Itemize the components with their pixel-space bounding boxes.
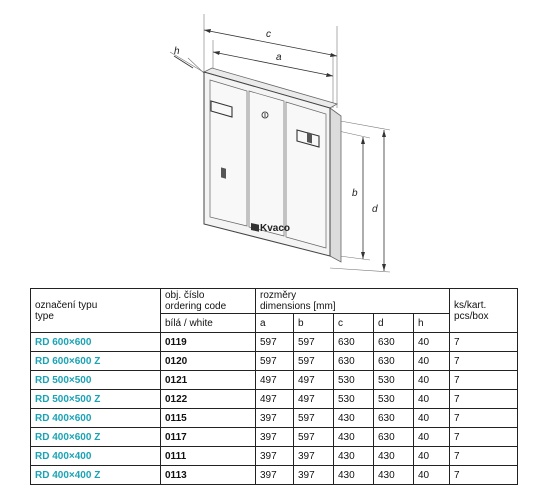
dim-label-h: h	[174, 46, 180, 57]
header-col-b: b	[294, 314, 334, 333]
dim-label-a: a	[276, 52, 282, 63]
table-row: RD 500×500 0121 497 497 530 530 40 7	[31, 371, 518, 390]
table-row: RD 400×600 0115 397 597 430 630 40 7	[31, 409, 518, 428]
table-row: RD 600×600 Z 0120 597 597 630 630 40 7	[31, 352, 518, 371]
door-frame-side	[330, 108, 341, 262]
header-col-d: d	[374, 314, 414, 333]
table-row: RD 400×400 0111 397 397 430 430 40 7	[31, 447, 518, 466]
header-dimensions: rozměry dimensions [mm]	[256, 289, 450, 314]
table-header-row	[31, 289, 518, 314]
header-type: označení typu type	[31, 289, 161, 333]
header-col-h: h	[414, 314, 450, 333]
table-row: RD 500×500 Z 0122 497 497 530 530 40 7	[31, 390, 518, 409]
table-row: RD 400×400 Z 0113 397 397 430 430 40 7	[31, 466, 518, 485]
dim-line-h	[174, 56, 193, 68]
header-code: obj. číslo ordering code	[161, 289, 256, 314]
svg-text:Kvaco: Kvaco	[260, 223, 291, 234]
header-col-c: c	[334, 314, 374, 333]
table-row: RD 400×600 Z 0117 397 597 430 630 40 7	[31, 428, 518, 447]
dim-line-a	[213, 52, 333, 76]
dim-label-b: b	[352, 188, 358, 199]
header-col-a: a	[256, 314, 294, 333]
header-pcs: ks/kart. pcs/box	[450, 289, 518, 333]
door-panel-right	[286, 102, 326, 248]
dim-label-c: c	[266, 29, 271, 40]
header-color: bílá / white	[161, 314, 256, 333]
table-row: RD 600×600 0119 597 597 630 630 40 7	[31, 333, 518, 352]
spec-table	[30, 288, 518, 485]
dim-label-d: d	[372, 204, 378, 215]
